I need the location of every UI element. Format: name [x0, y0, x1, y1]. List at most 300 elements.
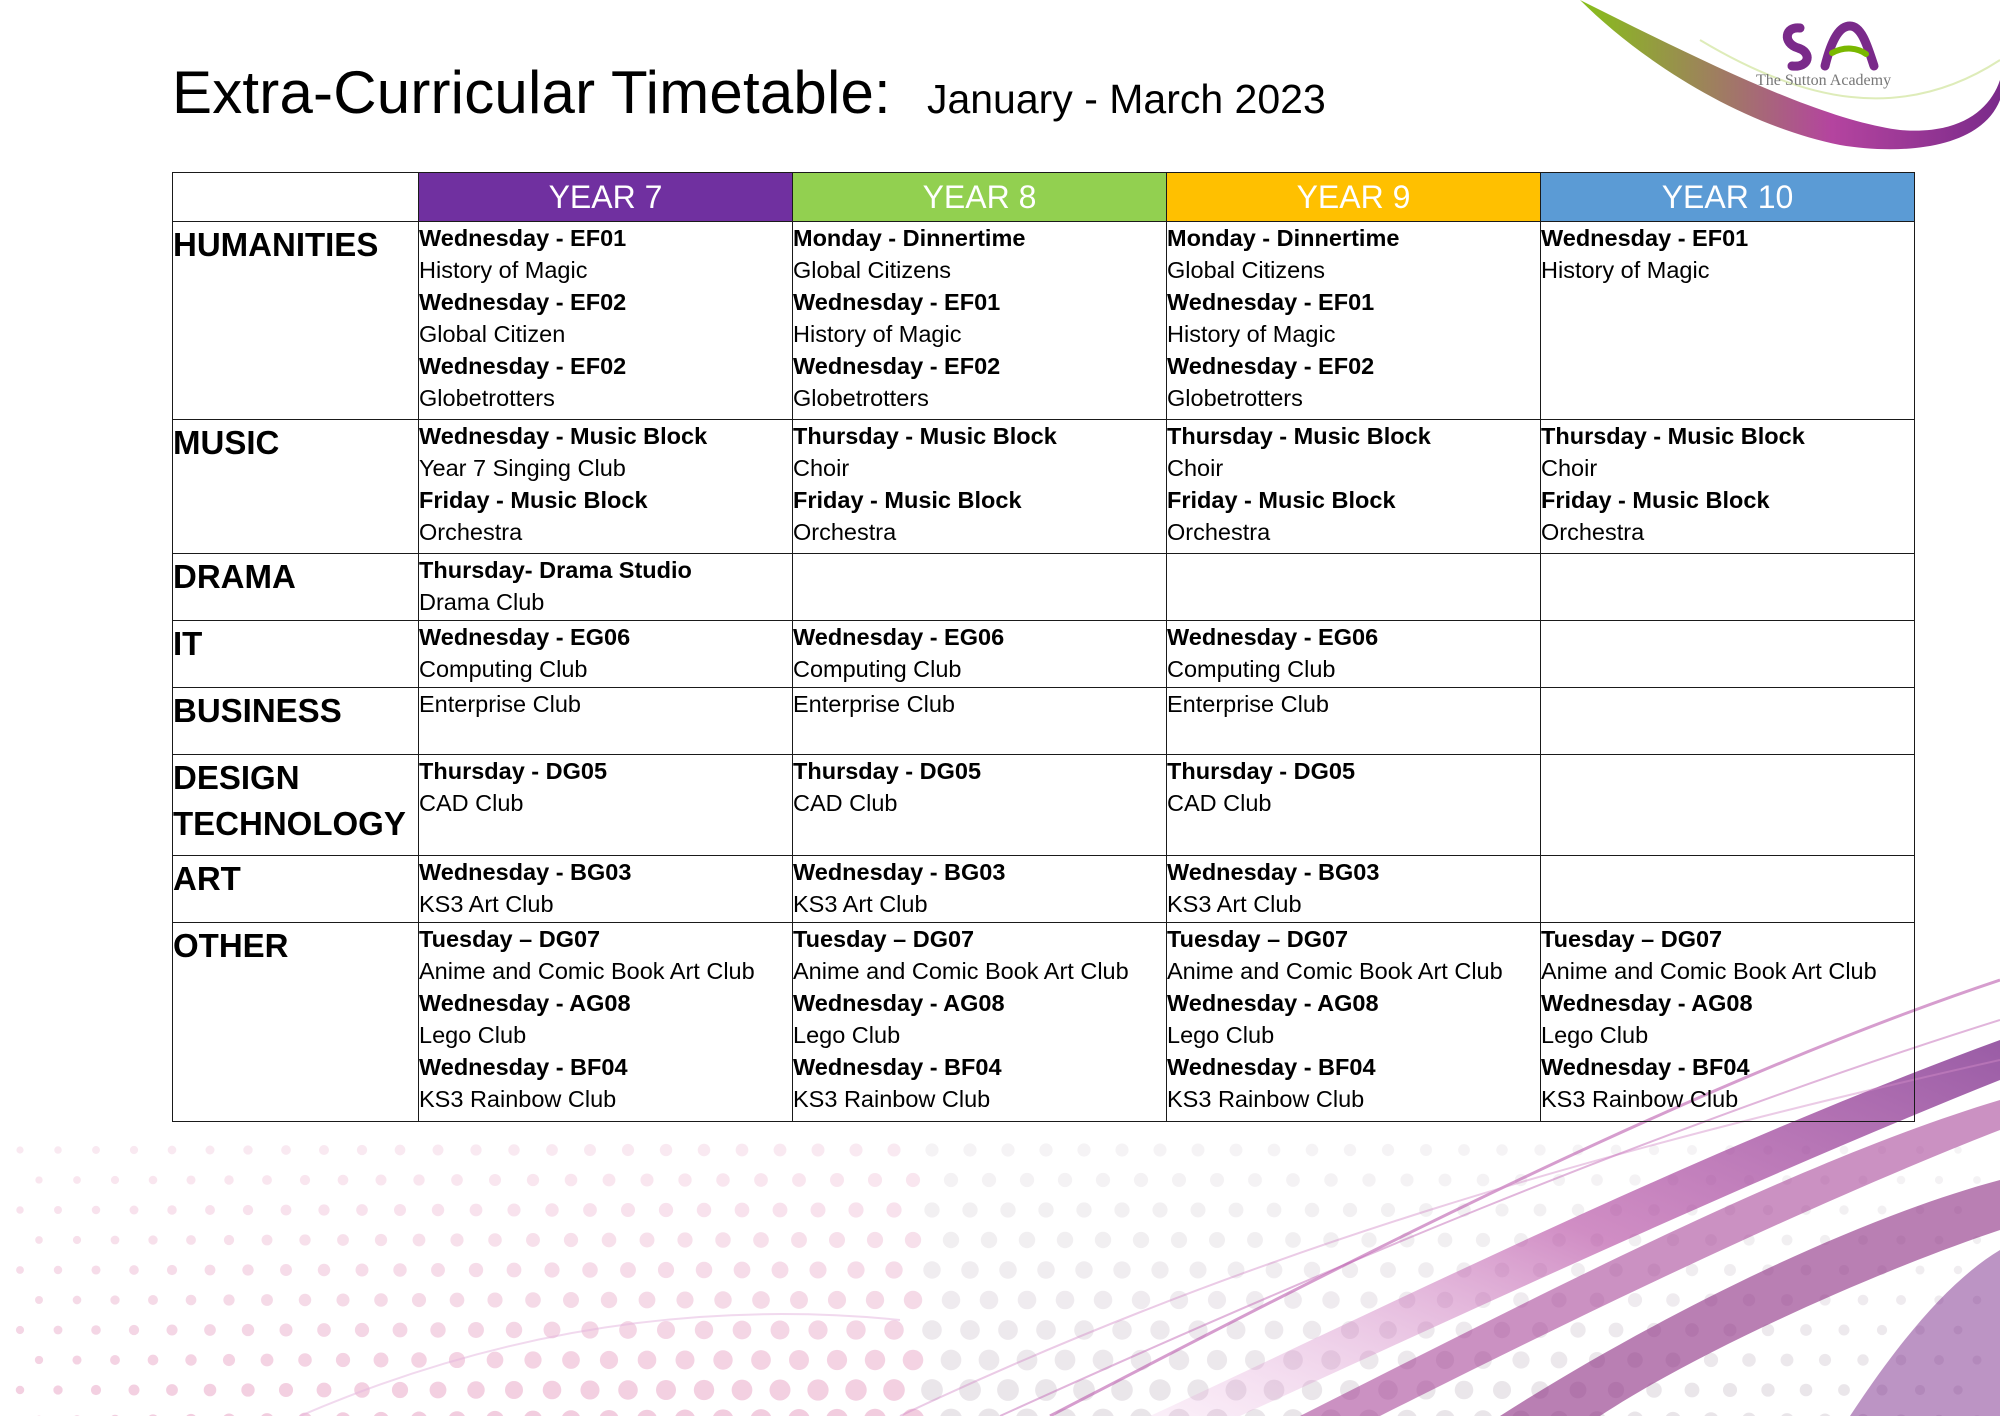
background-dot	[1190, 1202, 1205, 1217]
background-dot	[92, 1206, 100, 1214]
timetable-cell	[793, 688, 1167, 755]
background-dot	[1057, 1232, 1073, 1248]
session-time-location: Tuesday – DG07	[793, 926, 975, 952]
background-dot	[16, 1206, 23, 1213]
background-dot	[868, 1173, 882, 1187]
timetable-cell	[1167, 554, 1541, 621]
background-dot	[298, 1353, 312, 1367]
background-dot	[489, 1174, 501, 1186]
background-dot	[1703, 1412, 1718, 1416]
club-name: KS3 Art Club	[419, 891, 554, 917]
subject-label: MUSIC	[173, 420, 419, 554]
timetable-cell	[1541, 420, 1915, 554]
timetable-cell	[1167, 755, 1541, 856]
background-dot	[678, 1173, 691, 1186]
background-dot	[545, 1203, 558, 1216]
timetable-cell	[1167, 621, 1541, 688]
club-name: Lego Club	[793, 1022, 901, 1048]
background-dot	[336, 1293, 349, 1306]
background-dot	[1858, 1295, 1869, 1306]
background-dot	[1629, 1174, 1640, 1185]
background-dot	[543, 1381, 562, 1400]
session-time-location: Wednesday - BF04	[1167, 1054, 1376, 1080]
club-name: Drama Club	[419, 589, 545, 615]
timetable-cell	[793, 621, 1167, 688]
background-dot	[280, 1264, 292, 1276]
background-dot	[943, 1232, 959, 1248]
background-dot	[356, 1204, 368, 1216]
background-dot	[413, 1234, 426, 1247]
club-name: Choir	[793, 455, 850, 481]
background-dot	[223, 1354, 235, 1366]
background-dot	[941, 1350, 962, 1371]
background-dot	[1265, 1321, 1284, 1340]
timetable-row	[173, 755, 1915, 856]
background-dot	[657, 1321, 675, 1339]
background-dot	[904, 1291, 922, 1309]
background-dot	[1039, 1143, 1052, 1156]
background-dot	[242, 1324, 254, 1336]
background-dot	[1189, 1261, 1206, 1278]
background-dot	[564, 1233, 578, 1247]
background-dot	[637, 1410, 657, 1416]
background-dot	[1229, 1203, 1244, 1218]
background-dot	[338, 1175, 349, 1186]
timetable-cell	[793, 755, 1167, 856]
background-dot	[886, 1202, 901, 1217]
background-dot	[336, 1353, 350, 1367]
background-dot	[774, 1144, 787, 1157]
timetable-cell	[1541, 856, 1915, 923]
background-dot	[846, 1320, 865, 1339]
header-row	[173, 173, 1915, 222]
background-dot	[148, 1295, 158, 1305]
background-dot	[659, 1203, 673, 1217]
background-dot	[1382, 1144, 1394, 1156]
background-dot	[1151, 1261, 1168, 1278]
background-dot	[1878, 1206, 1887, 1215]
session-time-location: Friday - Music Block	[1541, 487, 1770, 513]
background-dot	[1133, 1232, 1149, 1248]
background-dot	[1512, 1351, 1529, 1368]
timetable-cell	[419, 621, 793, 688]
session-time-location: Wednesday - BF04	[1541, 1054, 1750, 1080]
background-dot	[1666, 1293, 1680, 1307]
timetable-cell	[1541, 923, 1915, 1122]
background-dot	[1609, 1323, 1624, 1338]
background-dot	[525, 1292, 541, 1308]
background-dot	[791, 1232, 807, 1248]
background-dot	[1055, 1350, 1076, 1371]
session-time-location: Monday - Dinnertime	[793, 225, 1026, 251]
subject-label: DESIGN TECHNOLOGY	[173, 755, 419, 856]
background-dot	[411, 1352, 427, 1368]
background-dot	[640, 1233, 655, 1248]
background-dot	[91, 1265, 100, 1274]
background-dot	[261, 1294, 273, 1306]
background-dot	[981, 1232, 997, 1248]
timetable-cell	[419, 923, 793, 1122]
background-dot	[1267, 1203, 1282, 1218]
club-name: Lego Club	[1541, 1022, 1649, 1048]
background-dot	[847, 1261, 864, 1278]
background-dot	[224, 1175, 233, 1184]
background-dot	[1303, 1321, 1321, 1339]
timetable-row	[173, 222, 1915, 420]
club-name: Enterprise Club	[793, 691, 955, 717]
background-dot	[413, 1174, 424, 1185]
background-dot	[1476, 1233, 1490, 1247]
background-dot	[91, 1325, 101, 1335]
background-dot	[1324, 1173, 1338, 1187]
background-dot	[694, 1380, 714, 1400]
background-dot	[1038, 1202, 1053, 1217]
background-dot	[1954, 1266, 1962, 1274]
background-dot	[73, 1236, 81, 1244]
background-dot	[73, 1176, 81, 1184]
background-dot	[431, 1263, 445, 1277]
session-time-location: Wednesday - AG08	[793, 990, 1005, 1016]
background-dot	[526, 1233, 540, 1247]
session-time-location: Wednesday - AG08	[1167, 990, 1379, 1016]
background-dot	[1685, 1383, 1700, 1398]
background-dot	[110, 1355, 120, 1365]
background-dot	[356, 1264, 369, 1277]
background-dot	[1056, 1291, 1075, 1310]
club-name: Global Citizen	[419, 321, 566, 347]
background-dot	[1286, 1173, 1300, 1187]
logo-text: The Sutton Academy	[1756, 72, 1892, 89]
background-dot	[508, 1144, 519, 1155]
background-dot	[186, 1175, 195, 1184]
background-dot	[792, 1173, 806, 1187]
background-dot	[243, 1205, 253, 1215]
background-dot	[603, 1174, 616, 1187]
background-dot	[998, 1320, 1018, 1340]
background-dot	[716, 1173, 730, 1187]
background-dot	[1840, 1146, 1849, 1155]
club-name: CAD Club	[1167, 790, 1272, 816]
background-dot	[565, 1174, 578, 1187]
background-dot	[53, 1385, 62, 1394]
club-name: Globetrotters	[419, 385, 555, 411]
club-name: Computing Club	[793, 656, 962, 682]
club-name: KS3 Rainbow Club	[1541, 1086, 1739, 1112]
timetable-cell	[793, 420, 1167, 554]
background-dot	[677, 1232, 692, 1247]
background-dot	[168, 1146, 177, 1155]
background-dot	[148, 1235, 157, 1244]
background-dot	[639, 1292, 656, 1309]
session-time-location: Wednesday - BF04	[419, 1054, 628, 1080]
page-title	[172, 58, 1326, 127]
timetable-cell	[419, 688, 793, 755]
background-dot	[751, 1350, 771, 1370]
subject-label: HUMANITIES	[173, 222, 419, 420]
background-dot	[488, 1233, 502, 1247]
background-dot	[186, 1295, 197, 1306]
session-time-location: Wednesday - EF01	[419, 225, 627, 251]
background-dot	[432, 1204, 444, 1216]
background-dot	[980, 1291, 999, 1310]
session-time-location: Wednesday - EF02	[793, 353, 1001, 379]
background-dot	[72, 1355, 81, 1364]
background-dot	[35, 1356, 43, 1364]
background-dot	[753, 1232, 769, 1248]
club-name: History of Magic	[1541, 257, 1710, 283]
background-dot	[299, 1234, 310, 1245]
timetable-cell	[1167, 420, 1541, 554]
timetable-cell	[793, 923, 1167, 1122]
club-name: Anime and Comic Book Art Club	[1167, 958, 1503, 984]
background-dot	[752, 1291, 770, 1309]
club-name: Computing Club	[1167, 656, 1336, 682]
background-dot	[1534, 1144, 1545, 1155]
session-time-location: Thursday - Music Block	[1541, 423, 1805, 449]
background-dot	[374, 1353, 389, 1368]
session-time-location: Thursday - Music Block	[793, 423, 1057, 449]
background-dot	[1171, 1232, 1187, 1248]
session-time-location: Wednesday - BG03	[1167, 859, 1380, 885]
background-dot	[1016, 1409, 1039, 1416]
background-dot	[622, 1144, 634, 1156]
subject-label: ART	[173, 856, 419, 923]
background-dot	[865, 1350, 885, 1370]
background-dot	[242, 1264, 253, 1275]
background-dot	[864, 1409, 887, 1416]
background-dot	[656, 1380, 676, 1400]
background-dot	[185, 1354, 196, 1365]
header-year7: YEAR 7	[419, 173, 793, 222]
background-dot	[470, 1204, 483, 1217]
background-dot	[1058, 1173, 1072, 1187]
background-dot	[735, 1203, 750, 1218]
timetable	[172, 172, 1915, 1122]
background-dot	[1838, 1324, 1849, 1335]
background-dot	[1551, 1352, 1568, 1369]
background-dot	[375, 1234, 387, 1246]
background-dot	[1570, 1322, 1585, 1337]
background-dot	[1896, 1295, 1906, 1305]
club-name: Anime and Comic Book Art Club	[793, 958, 1129, 984]
background-dot	[205, 1205, 215, 1215]
background-dot	[1343, 1203, 1357, 1217]
background-dot	[1973, 1176, 1981, 1184]
session-time-location: Thursday - DG05	[1167, 758, 1356, 784]
background-dot	[319, 1145, 329, 1155]
timetable-cell	[419, 420, 793, 554]
background-dot	[35, 1236, 43, 1244]
background-dot	[944, 1173, 958, 1187]
background-dot	[903, 1350, 924, 1371]
background-dot	[906, 1173, 920, 1187]
background-dot	[733, 1321, 752, 1340]
session-time-location: Wednesday - EG06	[793, 624, 1005, 650]
timetable-row	[173, 420, 1915, 554]
background-dot	[584, 1144, 596, 1156]
background-dot	[337, 1234, 349, 1246]
background-dot	[1439, 1174, 1452, 1187]
background-dot	[506, 1322, 522, 1338]
background-dot	[281, 1145, 291, 1155]
background-dot	[16, 1326, 24, 1334]
background-dot	[1628, 1293, 1642, 1307]
background-dot	[186, 1235, 196, 1245]
background-dot	[318, 1204, 329, 1215]
background-dot	[807, 1379, 828, 1400]
background-dot	[675, 1410, 696, 1416]
background-dot	[281, 1205, 292, 1216]
background-dot	[1591, 1174, 1603, 1186]
background-dot	[1230, 1144, 1243, 1157]
background-dot	[959, 1379, 981, 1401]
background-dot	[922, 1320, 942, 1340]
background-dot	[675, 1350, 694, 1369]
timetable-cell	[793, 222, 1167, 420]
background-dot	[1438, 1233, 1453, 1248]
background-dot	[1112, 1320, 1131, 1339]
background-dot	[1114, 1202, 1129, 1217]
header-corner	[173, 173, 419, 222]
timetable-cell	[1541, 222, 1915, 420]
background-dot	[243, 1145, 252, 1154]
club-name: Year 7 Singing Club	[419, 455, 626, 481]
background-dot	[1134, 1173, 1148, 1187]
subject-label: DRAMA	[173, 554, 419, 621]
session-time-location: Wednesday - EF01	[1541, 225, 1749, 251]
background-dot	[979, 1350, 1000, 1371]
club-name: History of Magic	[1167, 321, 1336, 347]
background-dot	[940, 1409, 963, 1416]
background-dot	[1153, 1143, 1166, 1156]
subject-label: IT	[173, 621, 419, 688]
background-dot	[1207, 1350, 1227, 1370]
background-dot	[35, 1176, 42, 1183]
background-dot	[279, 1383, 293, 1397]
subject-label: BUSINESS	[173, 688, 419, 755]
background-dot	[468, 1322, 484, 1338]
background-dot	[562, 1351, 580, 1369]
background-dot	[412, 1293, 426, 1307]
background-dot	[16, 1266, 24, 1274]
club-name: Globetrotters	[793, 385, 929, 411]
timetable-cell	[1167, 923, 1541, 1122]
background-dot	[1838, 1384, 1850, 1396]
background-dot	[546, 1144, 558, 1156]
background-dot	[1496, 1144, 1507, 1155]
background-dot	[1477, 1174, 1490, 1187]
session-time-location: Tuesday – DG07	[1167, 926, 1349, 952]
club-name: Anime and Comic Book Art Club	[1541, 958, 1877, 984]
session-time-location: Monday - Dinnertime	[1167, 225, 1400, 251]
background-dot	[1781, 1354, 1794, 1367]
background-dot	[110, 1295, 119, 1304]
background-dot	[279, 1323, 292, 1336]
background-dot	[318, 1264, 330, 1276]
background-dot	[638, 1351, 657, 1370]
background-dot	[769, 1379, 790, 1400]
background-dot	[527, 1174, 539, 1186]
background-dot	[867, 1232, 883, 1248]
timetable-cell	[1167, 688, 1541, 755]
background-dot	[1455, 1381, 1474, 1400]
academy-logo	[1740, 8, 1970, 108]
background-dot	[1149, 1379, 1170, 1400]
background-dot	[790, 1291, 808, 1309]
background-dot	[130, 1206, 139, 1215]
timetable-cell	[1167, 222, 1541, 420]
background-dot	[524, 1351, 541, 1368]
background-dot	[1192, 1144, 1205, 1157]
background-dot	[1724, 1264, 1736, 1276]
header-year9: YEAR 9	[1167, 173, 1541, 222]
background-dot	[866, 1291, 884, 1309]
background-dot	[1172, 1173, 1186, 1187]
session-time-location: Wednesday - EG06	[419, 624, 631, 650]
background-dot	[411, 1412, 428, 1416]
background-dot	[827, 1350, 847, 1370]
background-dot	[676, 1291, 693, 1308]
background-dot	[771, 1321, 790, 1340]
background-dot	[1534, 1204, 1547, 1217]
background-dot	[698, 1144, 711, 1157]
background-dot	[16, 1386, 24, 1394]
background-dot	[826, 1409, 848, 1416]
club-name: KS3 Rainbow Club	[793, 1086, 991, 1112]
club-name: KS3 Art Club	[793, 891, 928, 917]
background-dot	[942, 1291, 961, 1310]
background-dot	[373, 1412, 389, 1416]
background-dot	[393, 1323, 408, 1338]
background-dot	[376, 1175, 387, 1186]
session-time-location: Wednesday - BG03	[419, 859, 632, 885]
background-dot	[1209, 1232, 1225, 1248]
club-name: CAD Club	[419, 790, 524, 816]
background-dot	[1344, 1144, 1356, 1156]
background-dot	[582, 1262, 598, 1278]
club-name: History of Magic	[793, 321, 962, 347]
club-name: Orchestra	[793, 519, 897, 545]
background-dot	[130, 1146, 138, 1154]
background-dot	[467, 1381, 484, 1398]
background-dot	[754, 1173, 768, 1187]
club-name: CAD Club	[793, 790, 898, 816]
background-dot	[335, 1412, 350, 1416]
timetable-row	[173, 688, 1915, 755]
club-name: Anime and Comic Book Art Club	[419, 958, 755, 984]
timetable-row	[173, 856, 1915, 923]
background-dot	[1458, 1144, 1470, 1156]
background-dot	[448, 1411, 466, 1416]
club-name: Globetrotters	[1167, 385, 1303, 411]
session-time-location: Tuesday – DG07	[419, 926, 601, 952]
timetable-cell	[419, 856, 793, 923]
background-dot	[714, 1291, 731, 1308]
background-dot	[262, 1175, 272, 1185]
background-dot	[580, 1380, 599, 1399]
background-dot	[712, 1409, 733, 1416]
background-dot	[1150, 1320, 1169, 1339]
background-dot	[73, 1296, 82, 1305]
club-name: KS3 Rainbow Club	[419, 1086, 617, 1112]
background-dot	[1322, 1291, 1339, 1308]
background-dot	[1400, 1173, 1413, 1186]
club-name: Orchestra	[419, 519, 523, 545]
background-dot	[1247, 1232, 1263, 1248]
club-name: History of Magic	[419, 257, 588, 283]
timetable-cell	[1541, 554, 1915, 621]
background-dot	[1723, 1383, 1737, 1397]
